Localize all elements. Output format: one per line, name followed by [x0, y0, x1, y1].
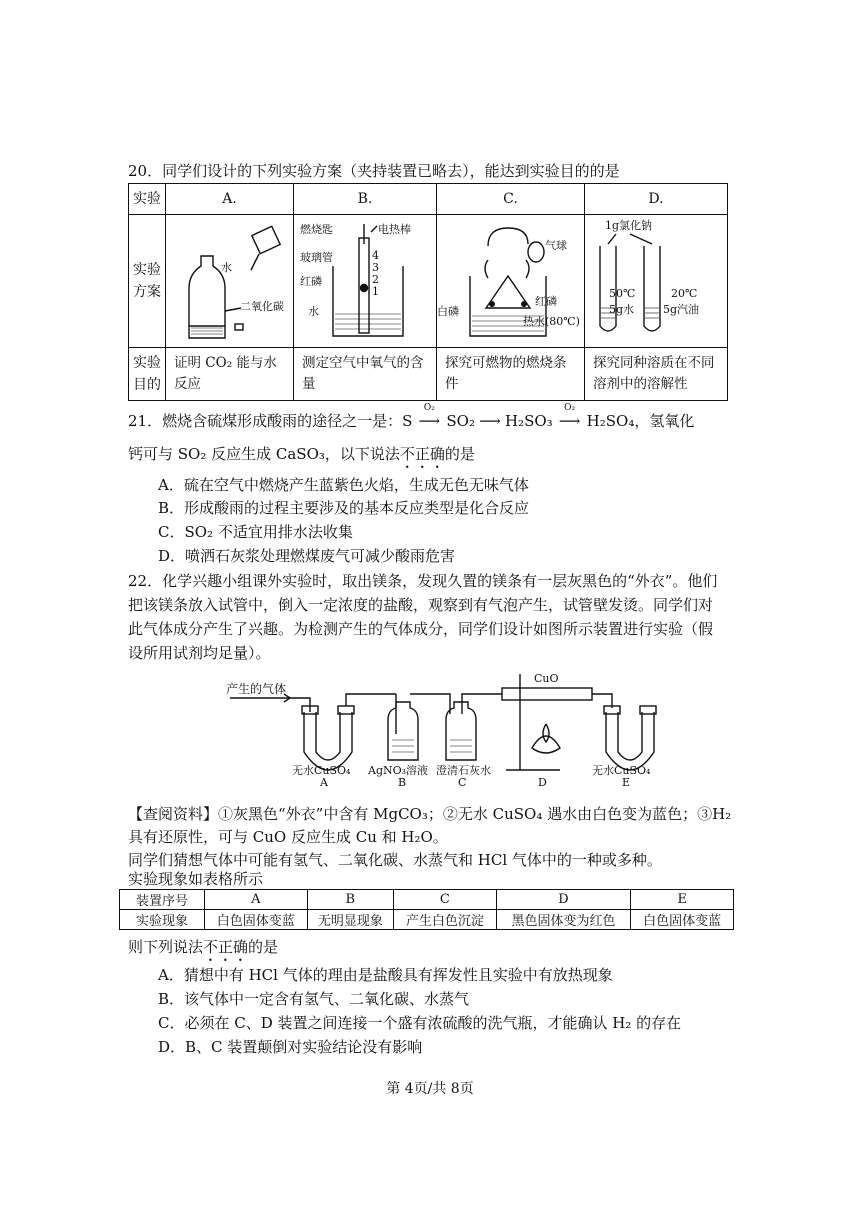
q21-stem-prefix: 21．燃烧含硫煤形成酸雨的途径之一是：S: [128, 412, 413, 430]
row-label-purpose-1: 实验: [133, 354, 161, 371]
table-header-cell: 装置序号: [120, 890, 205, 910]
label-produced-gas: 产生的气体: [226, 682, 287, 696]
q22-option-b: B．该气体中一定含有氢气、二氧化碳、水蒸气: [158, 990, 470, 1008]
label-red-phosphorus-c: 红磷: [535, 295, 557, 308]
q22-stem-line2: 把该镁条放入试管中，倒入一定浓度的盐酸，观察到有气泡产生，试管壁发烫。同学们对: [128, 596, 714, 614]
q21-stem-line2-b: 的是: [444, 445, 475, 463]
label-letter-a: A: [320, 776, 328, 789]
table-cell: 白色固体变蓝: [631, 910, 734, 930]
label-reagent-b: AgNO₃溶液: [368, 764, 429, 777]
col-d-letter: D.: [585, 184, 728, 215]
q20-table: [128, 183, 728, 401]
scale-4: 4: [372, 249, 379, 262]
q20-stem: 20．同学们设计的下列实验方案（夹持装置已略去），能达到实验目的的是: [128, 162, 620, 180]
scale-1: 1: [372, 285, 379, 298]
q22-table: [119, 889, 734, 930]
label-5g-water: 5g水: [609, 303, 635, 316]
label-nacl: 1g氯化钠: [605, 219, 653, 232]
col-b-letter: B.: [294, 184, 437, 215]
label-temp-50: 50℃: [609, 287, 636, 300]
label-water-b: 水: [308, 305, 319, 318]
q22-info-line1: 【查阅资料】①灰黑色“外衣”中含有 MgCO₃；②无水 CuSO₄ 遇水由白色变为蓝色；③H₂: [128, 805, 732, 823]
purpose-b: 测定空气中氧气的含量: [294, 348, 437, 401]
arrow-o2-label-2: O₂: [564, 403, 576, 413]
q21-stem-line1: [128, 403, 695, 433]
table-header-cell: A: [205, 890, 308, 910]
label-glass-tube: 玻璃管: [300, 251, 333, 264]
co2-bottle-diagram: [167, 216, 292, 346]
eq-so2: SO₂: [446, 412, 475, 430]
page-number: 第 4页/共 8页: [386, 1081, 474, 1097]
label-hot-water: 热水(80℃): [523, 315, 580, 328]
table-cell: 白色固体变蓝: [205, 910, 308, 930]
label-letter-c: C: [458, 776, 467, 789]
label-reagent-e: 无水CuSO₄: [592, 764, 651, 777]
col-c-letter: C.: [437, 184, 585, 215]
label-5g-gasoline: 5g汽油: [663, 303, 700, 316]
table-cell: 黑色固体变为红色: [496, 910, 631, 930]
scale-3: 3: [372, 261, 379, 274]
q21-stem-suffix: ，氢氧化: [634, 412, 695, 430]
eq-h2so4: H₂SO₄: [586, 412, 635, 430]
label-letter-b: B: [398, 776, 407, 789]
row-label-experiment: 实验: [129, 184, 166, 215]
table-header-cell: B: [307, 890, 394, 910]
row-label-purpose: [129, 348, 166, 401]
q21-emphasis-not-correct: 不正确: [399, 445, 445, 463]
label-balloon: 气球: [545, 239, 567, 252]
label-temp-20: 20℃: [671, 287, 698, 300]
diagram-d: [585, 215, 728, 348]
col-a-letter: A.: [166, 184, 294, 215]
scale-2: 2: [372, 273, 379, 286]
label-cuo: CuO: [534, 672, 559, 685]
q22-option-c: C．必须在 C、D 装置之间连接一个盛有浓硫酸的洗气瓶，才能确认 H₂ 的存在: [158, 1014, 682, 1032]
table-header-cell: E: [631, 890, 734, 910]
q22-emphasis-not-correct: 不正确: [203, 938, 249, 956]
label-spoon: 燃烧匙: [300, 223, 333, 236]
label-co2-a: 二氧化碳: [240, 300, 284, 313]
q22-guess: 同学们猜想气体中可能有氢气、二氧化碳、水蒸气和 HCl 气体中的一种或多种。: [128, 851, 662, 869]
q21-stem-line2-a: 钙可与 SO₂ 反应生成 CaSO₃，以下说法: [128, 445, 400, 463]
label-heating-rod: 电热棒: [378, 223, 411, 236]
table-header-row: [120, 890, 734, 910]
purpose-d: 探究同种溶质在不同溶剂中的溶解性: [585, 348, 728, 401]
eq-h2so3: H₂SO₃: [504, 412, 553, 430]
table-cell: 产生白色沉淀: [394, 910, 497, 930]
row-label-plan-2: 方案: [133, 284, 161, 300]
label-letter-e: E: [622, 776, 631, 789]
label-reagent-c: 澄清石灰水: [436, 764, 491, 777]
label-letter-d: D: [538, 776, 547, 789]
purpose-a: 证明 CO₂ 能与水反应: [166, 348, 294, 401]
row-label-plan: [129, 215, 166, 348]
purpose-c: 探究可燃物的燃烧条件: [437, 348, 585, 401]
table-cell: 无明显现象: [307, 910, 394, 930]
row-label-plan-1: 实验: [133, 261, 161, 278]
q22-stem-line4: 设所用试剂均足量）。: [128, 644, 271, 662]
q22-ask-b: 的是: [248, 938, 279, 956]
arrow-plain: ⟶: [479, 412, 501, 430]
table-header-cell: C: [394, 890, 497, 910]
q21-option-a: A．硫在空气中燃烧产生蓝紫色火焰，生成无色无味气体: [158, 476, 529, 494]
q21-option-d: D．喷洒石灰浆处理燃煤废气可减少酸雨危害: [158, 547, 456, 565]
diagram-c: [437, 215, 585, 348]
q22-stem-line3: 此气体成分产生了兴趣。为检测产生的气体成分，同学们设计如图所示装置进行实验（假: [128, 620, 714, 638]
label-reagent-a: 无水CuSO₄: [292, 764, 351, 777]
diagram-b: [294, 215, 437, 348]
q22-info-line2: 具有还原性，可与 CuO 反应生成 Cu 和 H₂O。: [128, 828, 448, 846]
q22-apparatus: [220, 670, 740, 790]
q21-option-b: B．形成酸雨的过程主要涉及的基本反应类型是化合反应: [158, 499, 530, 517]
q21-option-c: C．SO₂ 不适宜用排水法收集: [158, 523, 353, 541]
row-label-purpose-2: 目的: [133, 377, 161, 393]
arrow-o2-1: O₂ ⟶: [412, 410, 446, 433]
q21-stem-line2: [128, 443, 475, 472]
q22-stem-line1: 22．化学兴趣小组课外实验时，取出镁条，发现久置的镁条有一层灰黑色的“外衣”。他们: [128, 572, 718, 590]
arrow-o2-label-1: O₂: [423, 403, 435, 413]
solubility-diagram: [586, 216, 726, 346]
arrow-o2-2: O₂ ⟶: [553, 410, 587, 433]
table-cell: 实验现象: [120, 910, 205, 930]
table-row: [120, 910, 734, 930]
label-white-phosphorus: 白磷: [437, 305, 459, 318]
q22-ask: [128, 936, 278, 965]
q22-option-d: D．B、C 装置颠倒对实验结论没有影响: [158, 1038, 423, 1056]
label-red-phosphorus-b: 红磷: [300, 275, 322, 288]
diagram-a: [166, 215, 294, 348]
table-header-cell: D: [496, 890, 631, 910]
q22-ask-a: 则下列说法: [128, 938, 204, 956]
q22-option-a: A．猜想中有 HCl 气体的理由是盐酸具有挥发性且实验中有放热现象: [158, 966, 613, 984]
label-water-a: 水: [221, 261, 232, 274]
q22-table-intro: 实验现象如表格所示: [128, 870, 264, 888]
